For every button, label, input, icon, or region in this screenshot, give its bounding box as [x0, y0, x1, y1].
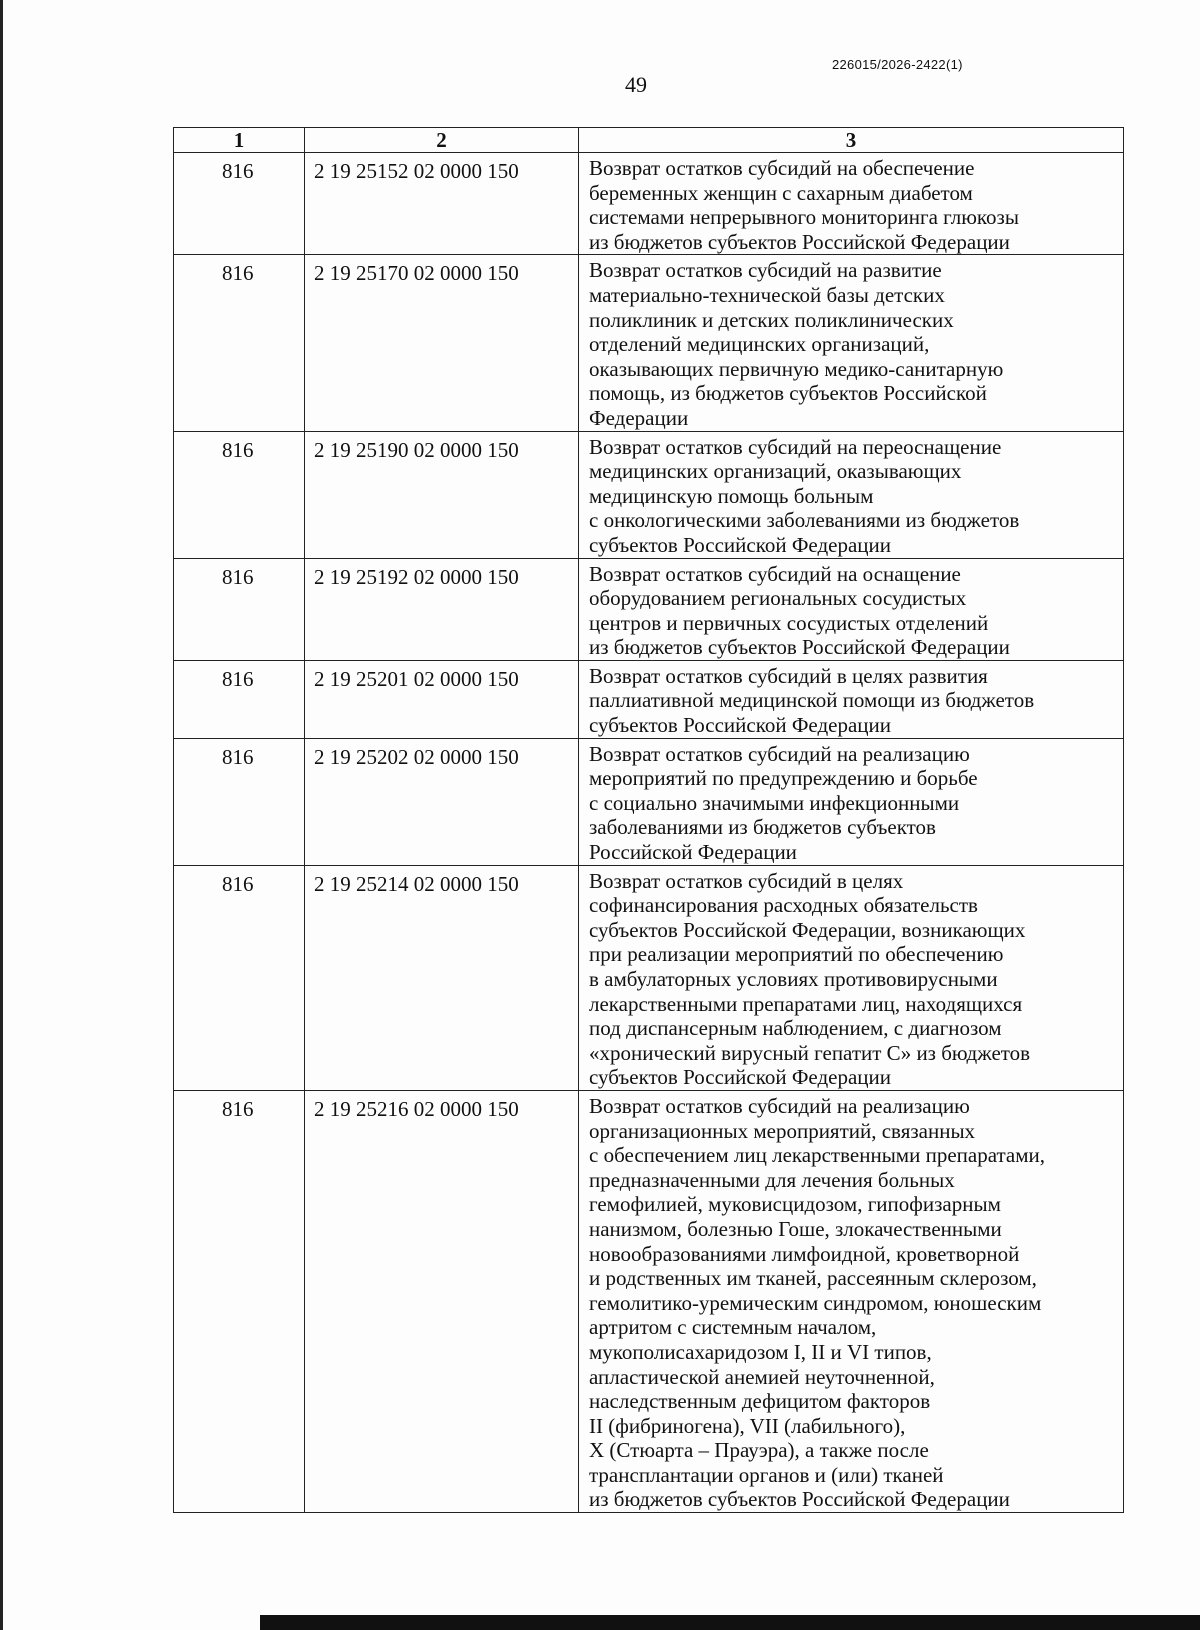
income-name-line: субъектов Российской Федерации	[589, 1065, 892, 1090]
header-col-1: 1	[174, 128, 305, 153]
income-name-line: организационных мероприятий, связанных	[589, 1118, 976, 1143]
income-name-line: мероприятий по предупреждению и борьбе	[589, 766, 978, 791]
budget-codes-table	[173, 127, 1124, 1513]
income-name-line: Возврат остатков субсидий на оснащение	[589, 561, 961, 586]
income-name-line: паллиативной медицинской помощи из бюджетов	[589, 688, 1035, 713]
admin-code-cell: 816	[174, 431, 305, 558]
admin-code-cell: 816	[174, 255, 305, 431]
income-name-cell	[579, 558, 1124, 660]
header-col-2: 2	[305, 128, 579, 153]
income-name-line: Возврат остатков субсидий в целях развития	[589, 663, 988, 688]
income-name-line: Возврат остатков субсидий на развитие	[589, 258, 942, 283]
income-name-cell	[579, 738, 1124, 865]
income-name-line: оказывающих первичную медико-санитарную	[589, 356, 1004, 381]
income-name-line: субъектов Российской Федерации	[589, 532, 892, 557]
table-header	[174, 128, 1124, 153]
income-name-line: под диспансерным наблюдением, с диагнозом	[589, 1016, 1002, 1041]
income-name-line: Возврат остатков субсидий в целях	[589, 868, 904, 893]
document-id: 226015/2026-2422(1)	[832, 57, 963, 72]
income-name-cell	[579, 431, 1124, 558]
kbk-code-cell: 2 19 25190 02 0000 150	[305, 431, 579, 558]
admin-code-cell: 816	[174, 738, 305, 865]
income-name-line: предназначенными для лечения больных	[589, 1167, 955, 1192]
table-body	[174, 153, 1124, 1513]
income-name-line: гемофилией, муковисцидозом, гипофизарным	[589, 1192, 1001, 1217]
table-row	[174, 558, 1124, 660]
income-name-line: системами непрерывного мониторинга глюкозы	[589, 205, 1019, 230]
scan-edge-left	[0, 0, 3, 1630]
income-name-line: из бюджетов субъектов Российской Федерации	[589, 1487, 1010, 1512]
income-name-line: помощь, из бюджетов субъектов Российской	[589, 381, 987, 406]
income-name-cell	[579, 1090, 1124, 1512]
income-name-line: лекарственными препаратами лиц, находящихся	[589, 991, 1023, 1016]
income-name-line: центров и первичных сосудистых отделений	[589, 610, 989, 635]
table-row	[174, 153, 1124, 255]
income-name-line: наследственным дефицитом факторов	[589, 1389, 931, 1414]
income-name-line: нанизмом, болезнью Гоше, злокачественными	[589, 1216, 1002, 1241]
income-name-line: при реализации мероприятий по обеспечению	[589, 942, 1004, 967]
income-name-line: из бюджетов субъектов Российской Федерации	[589, 229, 1010, 254]
admin-code-cell: 816	[174, 558, 305, 660]
income-name-line: медицинскую помощь больным	[589, 483, 874, 508]
income-name-line: заболеваниями из бюджетов субъектов	[589, 815, 936, 840]
income-name-line: Российской Федерации	[589, 840, 797, 865]
income-name-line: беременных женщин с сахарным диабетом	[589, 180, 973, 205]
kbk-code-cell: 2 19 25192 02 0000 150	[305, 558, 579, 660]
income-name-line: оборудованием региональных сосудистых	[589, 586, 967, 611]
kbk-code-cell: 2 19 25202 02 0000 150	[305, 738, 579, 865]
admin-code-cell: 816	[174, 153, 305, 255]
income-name-line: новообразованиями лимфоидной, кроветворной	[589, 1241, 1020, 1266]
table-row	[174, 255, 1124, 431]
income-name-line: субъектов Российской Федерации, возникающих	[589, 917, 1026, 942]
income-name-line: субъектов Российской Федерации	[589, 713, 892, 738]
income-name-line: Возврат остатков субсидий на переоснащение	[589, 434, 1002, 459]
income-name-line: мукополисахаридозом I, II и VI типов,	[589, 1339, 932, 1364]
admin-code-cell: 816	[174, 660, 305, 738]
income-name-cell	[579, 865, 1124, 1090]
income-name-line: трансплантации органов и (или) тканей	[589, 1462, 944, 1487]
income-name-line: с обеспечением лиц лекарственными препаратами,	[589, 1143, 1046, 1168]
income-name-line: «хронический вирусный гепатит С» из бюджетов	[589, 1040, 1031, 1065]
income-name-cell	[579, 153, 1124, 255]
table-row	[174, 865, 1124, 1090]
income-name-line: гемолитико-уремическим синдромом, юношеским	[589, 1290, 1042, 1315]
income-name-cell	[579, 660, 1124, 738]
header-row	[174, 128, 1124, 153]
income-name-line: материально-технической базы детских	[589, 282, 945, 307]
income-name-line: софинансирования расходных обязательств	[589, 893, 978, 918]
table-row	[174, 431, 1124, 558]
table-row	[174, 1090, 1124, 1512]
kbk-code-cell: 2 19 25170 02 0000 150	[305, 255, 579, 431]
income-name-line: II (фибриногена), VII (лабильного),	[589, 1413, 906, 1438]
income-name-cell	[579, 255, 1124, 431]
admin-code-cell: 816	[174, 865, 305, 1090]
income-name-line: отделений медицинских организаций,	[589, 332, 930, 357]
income-name-line: из бюджетов субъектов Российской Федерации	[589, 635, 1010, 660]
scan-edge-bottom	[260, 1615, 1200, 1630]
header-col-3: 3	[579, 128, 1124, 153]
admin-code-cell: 816	[174, 1090, 305, 1512]
table-row	[174, 738, 1124, 865]
income-name-line: артритом с системным началом,	[589, 1315, 877, 1340]
page-number: 49	[625, 72, 647, 97]
kbk-code-cell: 2 19 25201 02 0000 150	[305, 660, 579, 738]
income-name-line: с социально значимыми инфекционными	[589, 790, 960, 815]
income-name-line: X (Стюарта – Прауэра), а также после	[589, 1438, 929, 1463]
table-row	[174, 660, 1124, 738]
income-name-line: апластической анемией неуточненной,	[589, 1364, 935, 1389]
kbk-code-cell: 2 19 25152 02 0000 150	[305, 153, 579, 255]
income-name-line: Возврат остатков субсидий на обеспечение	[589, 156, 975, 180]
income-name-line: поликлиник и детских поликлинических	[589, 307, 954, 332]
income-name-line: Возврат остатков субсидий на реализацию	[589, 1093, 970, 1118]
kbk-code-cell: 2 19 25214 02 0000 150	[305, 865, 579, 1090]
income-name-line: и родственных им тканей, рассеянным склерозом,	[589, 1266, 1037, 1291]
income-name-line: Возврат остатков субсидий на реализацию	[589, 741, 970, 766]
income-name-line: в амбулаторных условиях противовирусными	[589, 967, 998, 991]
income-name-line: медицинских организаций, оказывающих	[589, 459, 962, 484]
income-name-line: с онкологическими заболеваниями из бюджетов	[589, 508, 1020, 533]
income-name-line: Федерации	[589, 405, 689, 430]
kbk-code-cell: 2 19 25216 02 0000 150	[305, 1090, 579, 1512]
